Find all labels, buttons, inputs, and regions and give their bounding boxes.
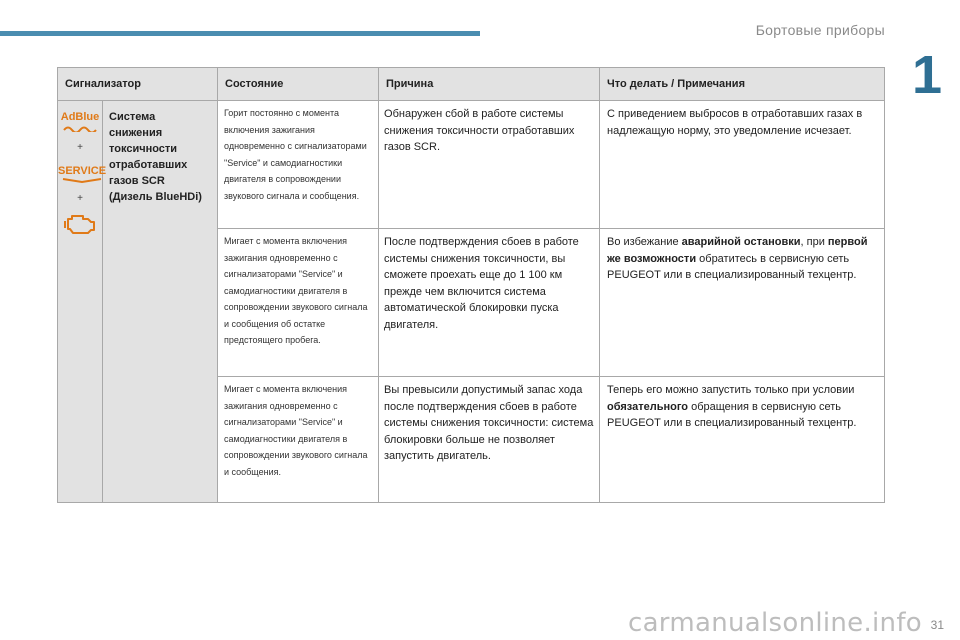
service-icon: SERVICE bbox=[58, 165, 106, 183]
column-header-state: Состояние bbox=[218, 68, 379, 101]
page-number: 31 bbox=[930, 618, 944, 632]
table-row bbox=[58, 101, 885, 229]
cause-text: Обнаружен сбой в работе системы снижения токсичности отработавших газов SCR. bbox=[379, 101, 600, 229]
action-text: С приведением выбросов в отработавших газах в надлежащую норму, это уведомление исчезает. bbox=[600, 101, 885, 229]
engine-check-icon bbox=[63, 223, 97, 240]
state-text: Мигает с момента включения зажигания одновременно с сигнализаторами "Service" и самодиагностики двигателя в сопровождении звукового сигнала и сообщения об остатке предстоящего пробега. bbox=[218, 229, 379, 377]
cause-text: После подтверждения сбоев в работе системы снижения токсичности, вы сможете проехать еще до 1 100 км прежде чем включится система автоматической блокировки пуска двигателя. bbox=[379, 229, 600, 377]
action-text: Во избежание аварийной остановки, при первой же возможности обратитесь в сервисную сеть PEUGEOT или в специализированный техцентр. bbox=[600, 229, 885, 377]
plus-sign: + bbox=[77, 142, 83, 153]
state-text: Мигает с момента включения зажигания одновременно с сигнализаторами "Service" и самодиагностики двигателя в сопровождении звукового сигнала и сообщения. bbox=[218, 377, 379, 503]
chapter-number: 1 bbox=[911, 45, 942, 105]
action-text: Теперь его можно запустить только при условии обязательного обращения в сервисную сеть PEUGEOT или в специализированный техцентр. bbox=[600, 377, 885, 503]
warning-lights-table bbox=[57, 67, 885, 503]
section-title: Бортовые приборы bbox=[755, 22, 885, 38]
column-header-indicator: Сигнализатор bbox=[58, 68, 218, 101]
cause-text: Вы превысили допустимый запас хода после подтверждения сбоев в работе системы снижения токсичности: система блокировки больше не позволяет запустить двигатель. bbox=[379, 377, 600, 503]
column-header-cause: Причина bbox=[379, 68, 600, 101]
indicator-icons-cell bbox=[58, 101, 107, 503]
top-accent-bar bbox=[0, 31, 480, 36]
adblue-icon: AdBlue bbox=[61, 111, 100, 132]
state-text: Горит постоянно с момента включения зажигания одновременно с сигнализаторами "Service" и самодиагностики двигателя в сопровождении звукового сигнала и сообщения. bbox=[218, 101, 379, 229]
plus-sign: + bbox=[77, 193, 83, 204]
column-header-action: Что делать / Примечания bbox=[600, 68, 885, 101]
system-name: Система снижения токсичности отработавших газов SCR (Дизель BlueHDi) bbox=[103, 101, 218, 503]
watermark: carmanualsonline.info bbox=[627, 608, 922, 638]
table-header-row bbox=[58, 68, 885, 101]
